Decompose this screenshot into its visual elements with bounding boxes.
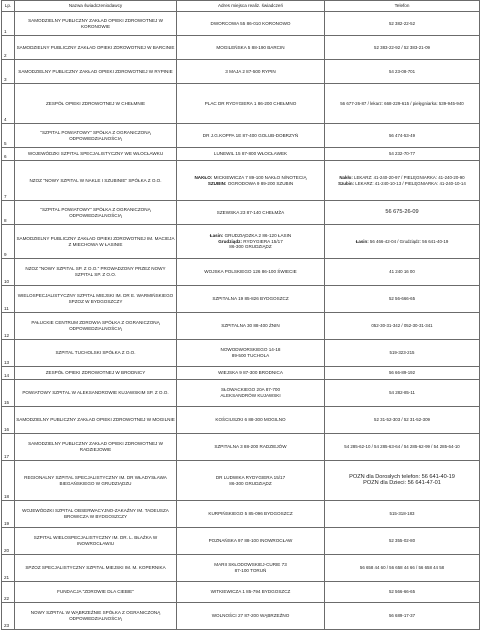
provider-phone: 52 382-22-52 bbox=[325, 12, 480, 36]
row-number: 11 bbox=[2, 286, 15, 313]
address-street: NOWODWORSKIEGO 14-18 bbox=[220, 347, 281, 353]
address-street: SŁOWACKIEGO 20A 87-700 bbox=[220, 387, 281, 393]
provider-address bbox=[177, 161, 325, 201]
table-row bbox=[2, 12, 480, 36]
table-row bbox=[2, 380, 480, 407]
row-number: 5 bbox=[2, 124, 15, 148]
provider-address: DR J.G.KOPPA 1E 87-400 GOLUB-DOBRZYŃ bbox=[177, 124, 325, 148]
provider-phone: 052-30-31-342 / 052-30-31-341 bbox=[325, 313, 480, 340]
table-row bbox=[2, 259, 480, 286]
row-number: 2 bbox=[2, 36, 15, 60]
provider-phone: 52 355-02-80 bbox=[325, 528, 480, 555]
provider-name: WIELOSPECJALISTYCZNY SZPITAL MIEJSKI IM. DR E. WARMIŃSKIEGO SPZOZ W BYDGOSZCZY bbox=[15, 286, 177, 313]
row-number: 10 bbox=[2, 259, 15, 286]
provider-address: MOGILEŃSKA 5 88-190 BARCIN bbox=[177, 36, 325, 60]
provider-name: SAMODZIELNY PUBLICZNY ZAKŁAD OPIEKI ZDROWOTNEJ W MOGILNIE bbox=[15, 407, 177, 434]
table-row bbox=[2, 201, 480, 225]
provider-phone: 519-323-215 bbox=[325, 340, 480, 367]
provider-name: PAŁUCKIE CENTRUM ZDROWIA SPÓŁKA Z OGRANICZONĄ ODPOWIEDZIALNOŚCIĄ bbox=[15, 313, 177, 340]
address-street: MARII SKŁODOWSKIEJ-CURIE 73 bbox=[214, 562, 287, 568]
provider-phone bbox=[325, 161, 480, 201]
address-naklo: MICKIEWICZA 7 89-100 NAKŁO N/NOTECIĄ bbox=[213, 174, 307, 180]
table-row bbox=[2, 148, 480, 161]
provider-name: FUNDACJA "ZDROWIE DLA CIEBIE" bbox=[15, 582, 177, 603]
phone-label-szubin: Szubin: bbox=[338, 180, 355, 186]
header-phone: Telefon bbox=[325, 1, 480, 12]
address-label-lasin: Łasin: bbox=[209, 233, 224, 239]
provider-address bbox=[177, 380, 325, 407]
provider-phone: 515-318-183 bbox=[325, 501, 480, 528]
provider-name: WOJEWÓDZKI SZPITAL OBSERWACYJNO-ZAKAŹNY IM. TADEUSZA BROWICZA W BYDGOSZCZY bbox=[15, 501, 177, 528]
address-grudziadz-city: 86-300 GRUDZIĄDZ bbox=[229, 244, 272, 250]
table-row bbox=[2, 407, 480, 434]
provider-address: WOLNOŚCI 27 87-200 WĄBRZEŹNO bbox=[177, 603, 325, 630]
provider-address: SZPITALNA 19 85-826 BYDGOSZCZ bbox=[177, 286, 325, 313]
provider-name: SAMODZIELNY PUBLICZNY ZAKŁAD OPIEKI ZDROWOTNEJ W RADZIEJOWIE bbox=[15, 434, 177, 461]
table-row bbox=[2, 434, 480, 461]
row-number: 9 bbox=[2, 225, 15, 259]
row-number: 6 bbox=[2, 148, 15, 161]
row-number: 20 bbox=[2, 528, 15, 555]
table-row bbox=[2, 36, 480, 60]
provider-name: SPZOZ SPECJALISTYCZNY SZPITAL MIEJSKI IM. M. KOPERNIKA bbox=[15, 555, 177, 582]
address-city: 86-300 GRUDZIĄDZ bbox=[229, 480, 272, 486]
row-number: 14 bbox=[2, 367, 15, 380]
provider-address: KOŚCIUSZKI 6 88-300 MOGILNO bbox=[177, 407, 325, 434]
provider-phone: 54 23-08-701 bbox=[325, 60, 480, 84]
phone-label-lasin: Łasin: bbox=[355, 238, 369, 244]
row-number: 22 bbox=[2, 582, 15, 603]
table-row bbox=[2, 161, 480, 201]
address-grudziadz: RYDYGIERA 15/17 bbox=[243, 238, 283, 244]
provider-address bbox=[177, 461, 325, 501]
row-number: 16 bbox=[2, 407, 15, 434]
provider-name: ZESPÓŁ OPIEKI ZDROWOTNEJ W BRODNICY bbox=[15, 367, 177, 380]
provider-name: NOWY SZPITAL W WĄBRZEŹNIE SPÓŁKA Z OGRANICZONĄ ODPOWIEDZIALNOŚCIĄ bbox=[15, 603, 177, 630]
provider-name: WOJEWÓDZKI SZPITAL SPECJALISTYCZNY WE WŁOCŁAWKU bbox=[15, 148, 177, 161]
row-number: 4 bbox=[2, 84, 15, 124]
address-label-naklo: NAKŁO: bbox=[194, 174, 213, 180]
provider-phone: 54 232-70-77 bbox=[325, 148, 480, 161]
provider-phone: 41 240 16 00 bbox=[325, 259, 480, 286]
provider-address: KURPIŃSKIEGO 5 85-096 BYDGOSZCZ bbox=[177, 501, 325, 528]
provider-name: REGIONALNY SZPITAL SPECJALISTYCZNY IM. DR WŁADYSŁAWA BIEGAŃSKIEGO W GRUDZIĄDZU bbox=[15, 461, 177, 501]
provider-name: "SZPITAL POWIATOWY" SPÓŁKA Z OGRANICZONĄ ODPOWIEDZIALNOŚCIĄ bbox=[15, 124, 177, 148]
address-label-szubin: SZUBIN: bbox=[207, 180, 227, 186]
provider-name: ZESPÓŁ OPIEKI ZDROWOTNEJ W CHEŁMNIE bbox=[15, 84, 177, 124]
phone-label-naklo: Nakło: bbox=[339, 174, 353, 180]
table-row bbox=[2, 367, 480, 380]
row-number: 7 bbox=[2, 161, 15, 201]
provider-address: LUNEWIL 15 87-800 WŁOCŁAWEK bbox=[177, 148, 325, 161]
row-number: 17 bbox=[2, 434, 15, 461]
header-name: Nazwa świadczeniodawcy bbox=[15, 1, 177, 12]
provider-name: SZPITAL WIELOSPECJALISTYCZNY IM. DR. L. BŁAŻKA W INOWROCŁAWIU bbox=[15, 528, 177, 555]
table-header-row bbox=[2, 1, 480, 12]
provider-phone: 56 677-26-87 / lekarz: 668-229-615 / pielęgniarka: 539-945-940 bbox=[325, 84, 480, 124]
row-number: 21 bbox=[2, 555, 15, 582]
provider-address: 3 MAJA 2 87-500 RYPIN bbox=[177, 60, 325, 84]
address-label-grudziadz: Grudziądz: bbox=[218, 238, 242, 244]
provider-address: WIEJSKA 9 87-300 BRODNICA bbox=[177, 367, 325, 380]
provider-name: POWIATOWY SZPITAL W ALEKSANDROWIE KUJAWSKIM SP. Z O.O. bbox=[15, 380, 177, 407]
table-row bbox=[2, 501, 480, 528]
provider-phone: 52 31-52-303 / 52 31-52-309 bbox=[325, 407, 480, 434]
provider-name: NZOZ "NOWY SZPITAL SP. Z O.O." PROWADZONY PRZEZ NOWY SZPITAL SP. Z O.O. bbox=[15, 259, 177, 286]
row-number: 15 bbox=[2, 380, 15, 407]
address-city: 87-100 TORUŃ bbox=[234, 568, 267, 573]
phone-adults: POZN dla Dorosłych telefon: 56 641-40-19 bbox=[349, 473, 455, 480]
table-row bbox=[2, 313, 480, 340]
providers-table bbox=[1, 0, 480, 630]
row-number: 12 bbox=[2, 313, 15, 340]
provider-name: SAMODZIELNY PUBLICZNY ZAKŁAD OPIEKI ZDROWOTNEJ W RYPINIE bbox=[15, 60, 177, 84]
provider-phone: 56 689-17-37 bbox=[325, 603, 480, 630]
provider-phone: 54 285-62-10 / 54 285-63-64 / 54 285-62-99 / 54 285-64-10 bbox=[325, 434, 480, 461]
address-street: DR LUDWIKA RYDYGIERA 15/17 bbox=[215, 474, 286, 480]
table-row bbox=[2, 286, 480, 313]
header-address: Adres miejsca realiz. świadczeń bbox=[177, 1, 325, 12]
row-number: 8 bbox=[2, 201, 15, 225]
row-number: 19 bbox=[2, 501, 15, 528]
provider-address: DWORCOWA 55 86-010 KORONOWO bbox=[177, 12, 325, 36]
provider-phone: 52 566-66-65 bbox=[325, 582, 480, 603]
table-row bbox=[2, 60, 480, 84]
provider-address: WITKIEWICZA 1 85-794 BYDGOSZCZ bbox=[177, 582, 325, 603]
table-row bbox=[2, 461, 480, 501]
phone-naklo: LEKARZ: 41-240-20-97 / PIELĘGNIARKA: 41-240-20-90 bbox=[354, 174, 465, 180]
provider-phone: 54 282-85-11 bbox=[325, 380, 480, 407]
provider-name: "SZPITAL POWIATOWY" SPÓŁKA Z OGRANICZONĄ ODPOWIEDZIALNOŚCIĄ bbox=[15, 201, 177, 225]
row-number: 1 bbox=[2, 12, 15, 36]
table-row bbox=[2, 124, 480, 148]
address-city: 89-500 TUCHOLA bbox=[231, 353, 270, 358]
provider-address bbox=[177, 555, 325, 582]
provider-phone: 56 675-26-09 bbox=[325, 201, 480, 225]
header-lp: Lp. bbox=[2, 1, 15, 12]
table-row bbox=[2, 555, 480, 582]
provider-phone bbox=[325, 225, 480, 259]
table-row bbox=[2, 84, 480, 124]
provider-address bbox=[177, 340, 325, 367]
provider-name: SZPITAL TUCHOLSKI SPÓŁKA Z O.O. bbox=[15, 340, 177, 367]
provider-name: NZOZ "NOWY SZPITAL W NAKLE I SZUBINIE" SPÓŁKA Z O.O. bbox=[15, 161, 177, 201]
provider-address: PLAC DR RYDYGIERA 1 86-200 CHEŁMNO bbox=[177, 84, 325, 124]
address-lasin: GRUDZIĄDZKA 2 86-120 ŁASIN bbox=[224, 233, 292, 239]
phone-lasin: 56 466-42-04 / Grudziądz: 56 641-40-19 bbox=[369, 238, 449, 244]
table-row bbox=[2, 225, 480, 259]
row-number: 18 bbox=[2, 461, 15, 501]
table-row bbox=[2, 582, 480, 603]
table-row bbox=[2, 528, 480, 555]
phone-children: POZN dla Dzieci: 56 641-47-01 bbox=[363, 479, 441, 486]
provider-address bbox=[177, 225, 325, 259]
phone-szubin: LEKARZ: 41-240-10-13 / PIELĘGNIARKA: 41-240-10-14 bbox=[355, 180, 466, 186]
address-city: ALEKSANDRÓW KUJAWSKI bbox=[220, 393, 281, 398]
row-number: 23 bbox=[2, 603, 15, 630]
row-number: 3 bbox=[2, 60, 15, 84]
provider-address: SZEWSKA 23 87-140 CHEŁMŻA bbox=[177, 201, 325, 225]
address-szubin: OGRODOWA 9 89-200 SZUBIN bbox=[227, 180, 294, 186]
provider-address: WOJSKA POLSKIEGO 126 86-100 ŚWIECIE bbox=[177, 259, 325, 286]
provider-name: SAMODZIELNY PUBLICZNY ZAKŁAD OPIEKI ZDROWOTNEJ IM. MACIEJA Z MIECHOWA W ŁASINIE bbox=[15, 225, 177, 259]
table-row bbox=[2, 340, 480, 367]
provider-phone: 56 658 44 60 / 56 658 44 66 / 56 658 44 58 bbox=[325, 555, 480, 582]
provider-address: POZNAŃSKA 97 88-100 INOWROCŁAW bbox=[177, 528, 325, 555]
provider-address: SZPITALNA 3 88-200 RADZIEJÓW bbox=[177, 434, 325, 461]
provider-phone: 52 383-22-92 / 52 383-21-09 bbox=[325, 36, 480, 60]
provider-phone: 56 474-53-49 bbox=[325, 124, 480, 148]
provider-name: SAMODZIELNY PUBLICZNY ZAKŁAD OPIEKI ZDROWOTNEJ W KORONOWIE bbox=[15, 12, 177, 36]
provider-phone bbox=[325, 461, 480, 501]
provider-address: SZPITALNA 30 88-400 ŻNIN bbox=[177, 313, 325, 340]
table-row bbox=[2, 603, 480, 630]
provider-phone: 56 66-89-192 bbox=[325, 367, 480, 380]
provider-phone: 52 56-666-65 bbox=[325, 286, 480, 313]
row-number: 13 bbox=[2, 340, 15, 367]
provider-name: SAMODZIELNY PUBLICZNY ZAKŁAD OPIEKI ZDROWOTNEJ W BARCINIE bbox=[15, 36, 177, 60]
